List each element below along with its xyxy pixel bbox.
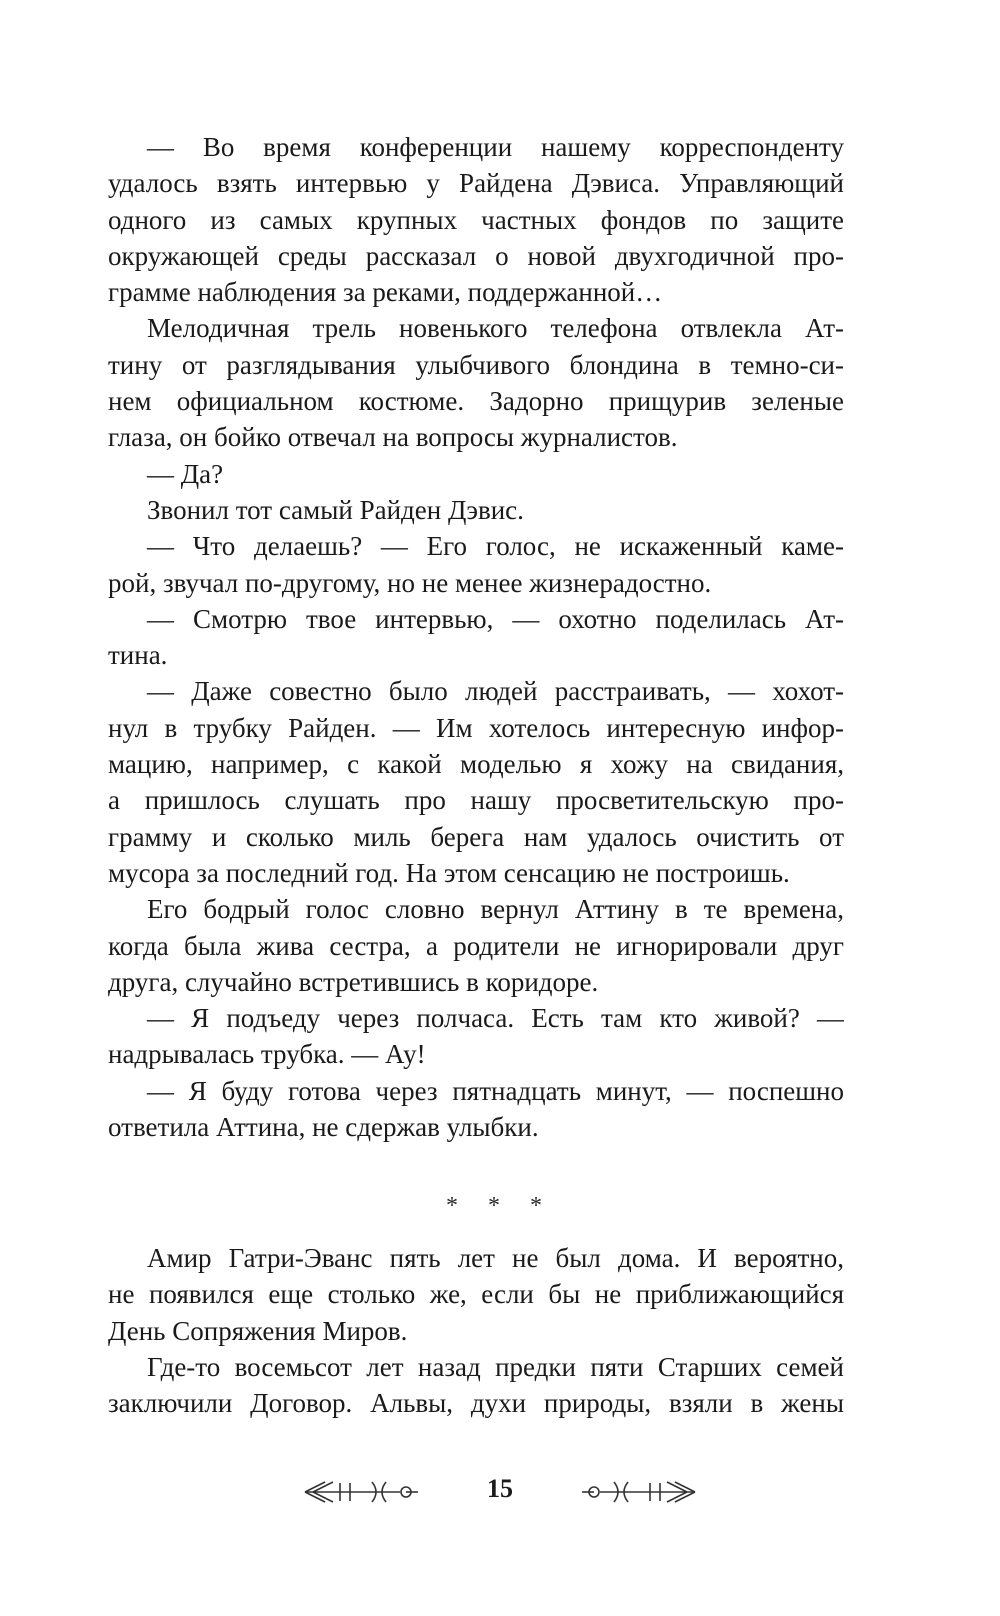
- text-line: одного из самых крупных частных фондов по защите: [108, 204, 844, 235]
- text-line: окружающей среды рассказал о новой двухгодичной про-: [108, 240, 844, 271]
- text-line: тину от разглядывания улыбчивого блондина в темно-си-: [108, 349, 844, 380]
- section-break: * * *: [446, 1193, 554, 1219]
- page-number: 15: [487, 1474, 513, 1503]
- text-line: друга, случайно встретившись в коридоре.: [108, 966, 599, 997]
- text-line: — Я буду готова через пятнадцать минут, — поспешно: [147, 1075, 844, 1106]
- body-text-block-1: [108, 129, 844, 1145]
- text-line: Где-то восемьсот лет назад предки пяти Старших семей: [147, 1351, 844, 1382]
- text-line: рой, звучал по-другому, но не менее жизнерадостно.: [108, 567, 712, 598]
- text-line: День Сопряжения Миров.: [108, 1315, 408, 1346]
- text-line: — Да?: [147, 458, 224, 489]
- text-line: удалось взять интервью у Райдена Дэвиса. Управляющий: [108, 168, 844, 199]
- text-line: когда была жива сестра, а родители не игнорировали друг: [108, 930, 844, 961]
- text-line: а пришлось слушать про нашу просветительскую про-: [108, 785, 844, 816]
- text-line: грамме наблюдения за реками, поддержанной…: [108, 277, 663, 308]
- body-text-block-2: [108, 1240, 844, 1421]
- text-line: мусора за последний год. На этом сенсацию не построишь.: [108, 857, 790, 888]
- text-line: нем официальном костюме. Задорно прищурив зеленые: [108, 386, 844, 417]
- text-line: Его бодрый голос словно вернул Аттину в те времена,: [147, 894, 844, 925]
- text-line: — Даже совестно было людей расстраивать, — хохот-: [147, 676, 844, 707]
- text-line: нул в трубку Райден. — Им хотелось интересную инфор-: [108, 712, 844, 743]
- text-line: тина.: [108, 640, 168, 671]
- text-line: Звонил тот самый Райден Дэвис.: [147, 494, 524, 525]
- text-line: надрывалась трубка. — Ау!: [108, 1039, 426, 1070]
- text-line: не появился еще столько же, если бы не приближающийся: [108, 1279, 844, 1310]
- text-line: — Я подъеду через полчаса. Есть там кто живой? —: [147, 1003, 844, 1034]
- text-line: мацию, например, с какой моделью я хожу на свидания,: [108, 749, 844, 780]
- text-line: заключили Договор. Альвы, духи природы, взяли в жены: [108, 1388, 844, 1419]
- text-line: ответила Аттина, не сдержав улыбки.: [108, 1112, 539, 1143]
- text-line: Мелодичная трель новенького телефона отвлекла Ат-: [147, 313, 844, 344]
- text-line: Амир Гатри-Эванс пять лет не был дома. И вероятно,: [147, 1243, 844, 1273]
- text-line: грамму и сколько миль берега нам удалось очистить от: [108, 821, 844, 852]
- text-line: глаза, он бойко отвечал на вопросы журналистов.: [108, 422, 678, 453]
- text-line: — Смотрю твое интервью, — охотно поделилась Ат-: [147, 603, 844, 634]
- text-line: — Во время конференции нашему корреспонденту: [147, 132, 844, 162]
- text-line: — Что делаешь? — Его голос, не искаженный каме-: [147, 531, 844, 562]
